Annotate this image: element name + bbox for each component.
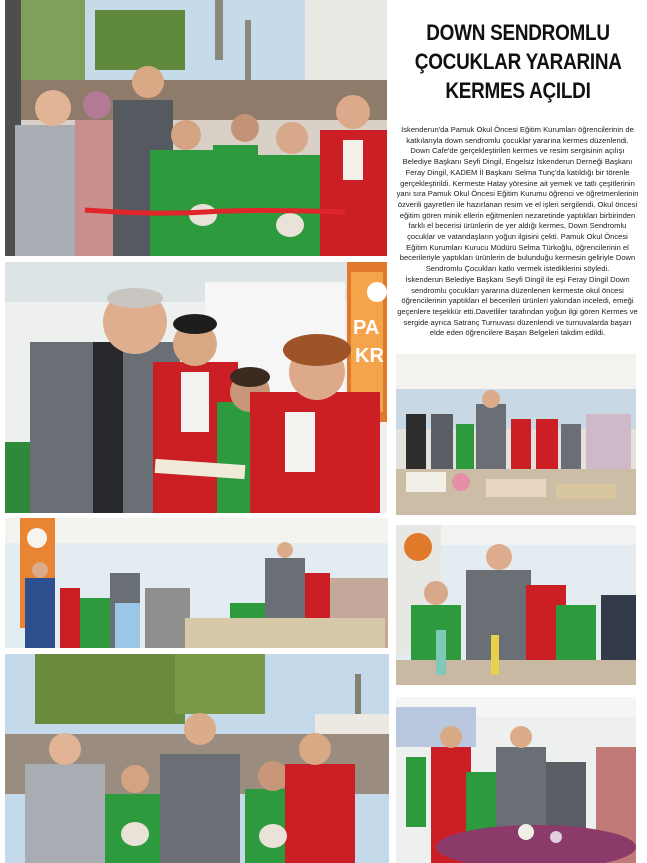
headline-line-2: ÇOCUKLAR YARARINA bbox=[414, 49, 622, 74]
photo-exhibition-hall bbox=[396, 354, 636, 515]
article-paragraph: İskenderun Belediye Başkanı Seyfi Dingil ile eşi Feray Dingil Down sendromlu çocukları yararına düzenlenen kermeste okul öncesi öğrencilerinin yaptıkları el becerileri ürünleri yakından inceledi, emeği geçenlere teşekkür etti.Davetliler tarafından yoğun ilgi gören Kermes ve sergide ayrıca Satranç Turnuvası düzenlendi ve turnuvalarda başarı elde eden öğrencilere Başarı Belgeleri takdim edildi. bbox=[397, 274, 638, 338]
photo-ribbon-cutting bbox=[5, 0, 387, 256]
photo-kermes-table bbox=[5, 518, 388, 648]
headline-line-1: DOWN SENDROMLU bbox=[426, 20, 610, 45]
photo-crafts-table bbox=[396, 697, 636, 863]
headline-line-3: KERMES AÇILDI bbox=[445, 78, 591, 103]
photo-tea-stand bbox=[396, 525, 636, 685]
banner-text-1: PA bbox=[353, 317, 380, 339]
article-body bbox=[396, 125, 639, 339]
article-paragraph: İskenderun'da Pamuk Okul Öncesi Eğitim Kurumları öğrencilerinin de katkılarıyla down sendromlu çocuklar yararına kermes düzenlendi. Down Cafe'de gerçekleştirilen kermes ve resim sergisinin açılışı Belediye Başkanı Seyfi Dingil, Engelsiz İskenderun Derneği Başkanı Feray Dingil, KADEM İl Başkanı Selma Tunç'da katıldığı bir törenle gerçekleştirildi. Kermeste Hatay yöresine ait yemek ve tatlı çeşitlerinin yanı sıra Pamuk Okul Öncesi Eğitim Kurumu öğrenci ve öğretmenlerinin özverili gayretleri ile hazırlanan resim ve el işleri sergilendi. Okul öncesi eğitim gören minik ellerin eğitmenleri nezaretinde yaptıkları birbirinden farklı el becerisi ürünlerin de yer aldığı kermes, Down Sendromlu çocuklar ve vatandaşların yoğun ilgisini çekti. Pamuk Okul Öncesi Eğitim Kurumları Kurucu Müdürü Selma Türkoğlu, öğrencilerinin el becerileriyle yaptıkları ürünlerin de bulunduğu kermesin geliriyle Down Sendromlu Çocukları katkı vermek istediklerini söyledi. bbox=[396, 125, 639, 274]
article-headline bbox=[415, 18, 621, 105]
photo-certificate-presentation bbox=[5, 262, 387, 513]
banner-text-2: KR bbox=[355, 345, 384, 367]
photo-outdoor-group bbox=[5, 654, 389, 863]
